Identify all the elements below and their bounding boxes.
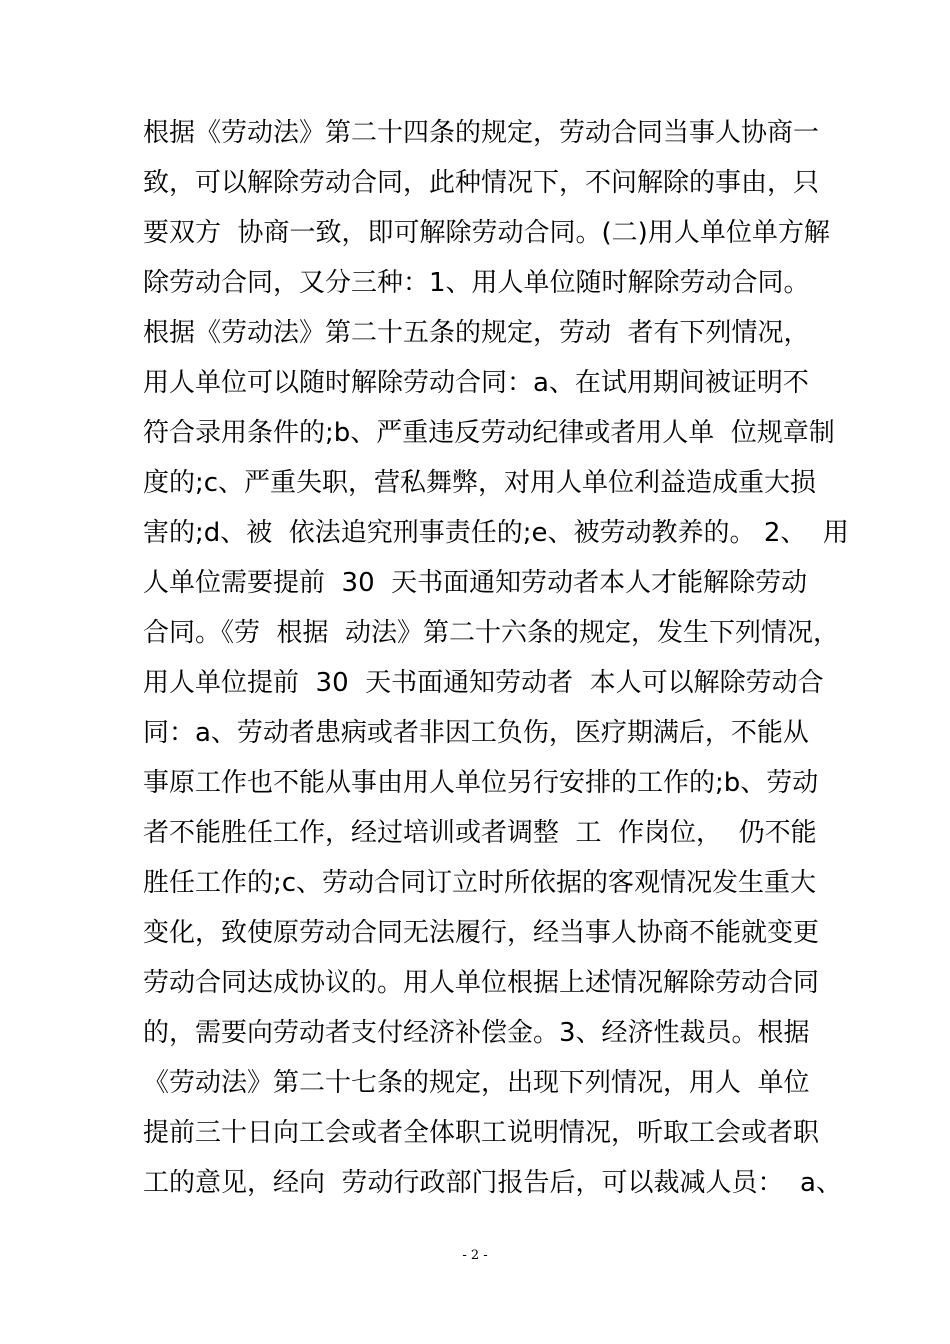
text-line: 的，需要向劳动者支付经济补偿金。3、经济性裁员。根据 [143, 1018, 810, 1048]
text-line: 劳动合同达成协议的。用人单位根据上述情况解除劳动合同 [143, 968, 820, 998]
text-line: 合同。《劳 根据 动法》第二十六条的规定，发生下列情况， [143, 618, 840, 648]
page-number: - 2 - [462, 1248, 488, 1263]
text-line: 事原工作也不能从事由用人单位另行安排的工作的;b、劳动 [143, 768, 819, 798]
text-line: 除劳动合同，又分三种：1、用人单位随时解除劳动合同。 [143, 268, 810, 298]
text-line: 根据《劳动法》第二十四条的规定，劳动合同当事人协商一 [143, 118, 820, 148]
text-line: 胜任工作的;c、劳动合同订立时所依据的客观情况发生重大 [143, 868, 817, 898]
text-line: 要双方 协商一致，即可解除劳动合同。(二)用人单位单方解 [143, 218, 830, 248]
text-line: 变化，致使原劳动合同无法履行，经当事人协商不能就变更 [143, 918, 820, 948]
text-line: 根据《劳动法》第二十五条的规定，劳动 者有下列情况， [143, 318, 810, 348]
text-line: 工的意见，经向 劳动行政部门报告后，可以裁减人员： a、 [143, 1168, 842, 1198]
text-line: 用人单位可以随时解除劳动合同：a、在试用期间被证明不 [143, 368, 809, 398]
text-line: 人单位需要提前 30 天书面通知劳动者本人才能解除劳动 [143, 568, 808, 598]
text-line: 致，可以解除劳动合同，此种情况下，不问解除的事由，只 [143, 168, 820, 198]
text-line: 《劳动法》第二十七条的规定，出现下列情况，用人 单位 [143, 1068, 810, 1098]
text-line: 同：a、劳动者患病或者非因工负伤，医疗期满后，不能从 [143, 718, 809, 748]
text-line: 用人单位提前 30 天书面通知劳动者 本人可以解除劳动合 [143, 668, 824, 698]
text-line: 度的;c、严重失职，营私舞弊，对用人单位利益造成重大损 [143, 468, 817, 498]
text-line: 提前三十日向工会或者全体职工说明情况，听取工会或者职 [143, 1118, 820, 1148]
text-line: 者不能胜任工作，经过培训或者调整 工 作岗位， 仍不能 [143, 818, 817, 848]
body-text [143, 108, 849, 1208]
text-line: 害的;d、被 依法追究刑事责任的;e、被劳动教养的。 2、 用 [143, 518, 849, 548]
text-line: 符合录用条件的;b、严重违反劳动纪律或者用人单 位规章制 [143, 418, 835, 448]
